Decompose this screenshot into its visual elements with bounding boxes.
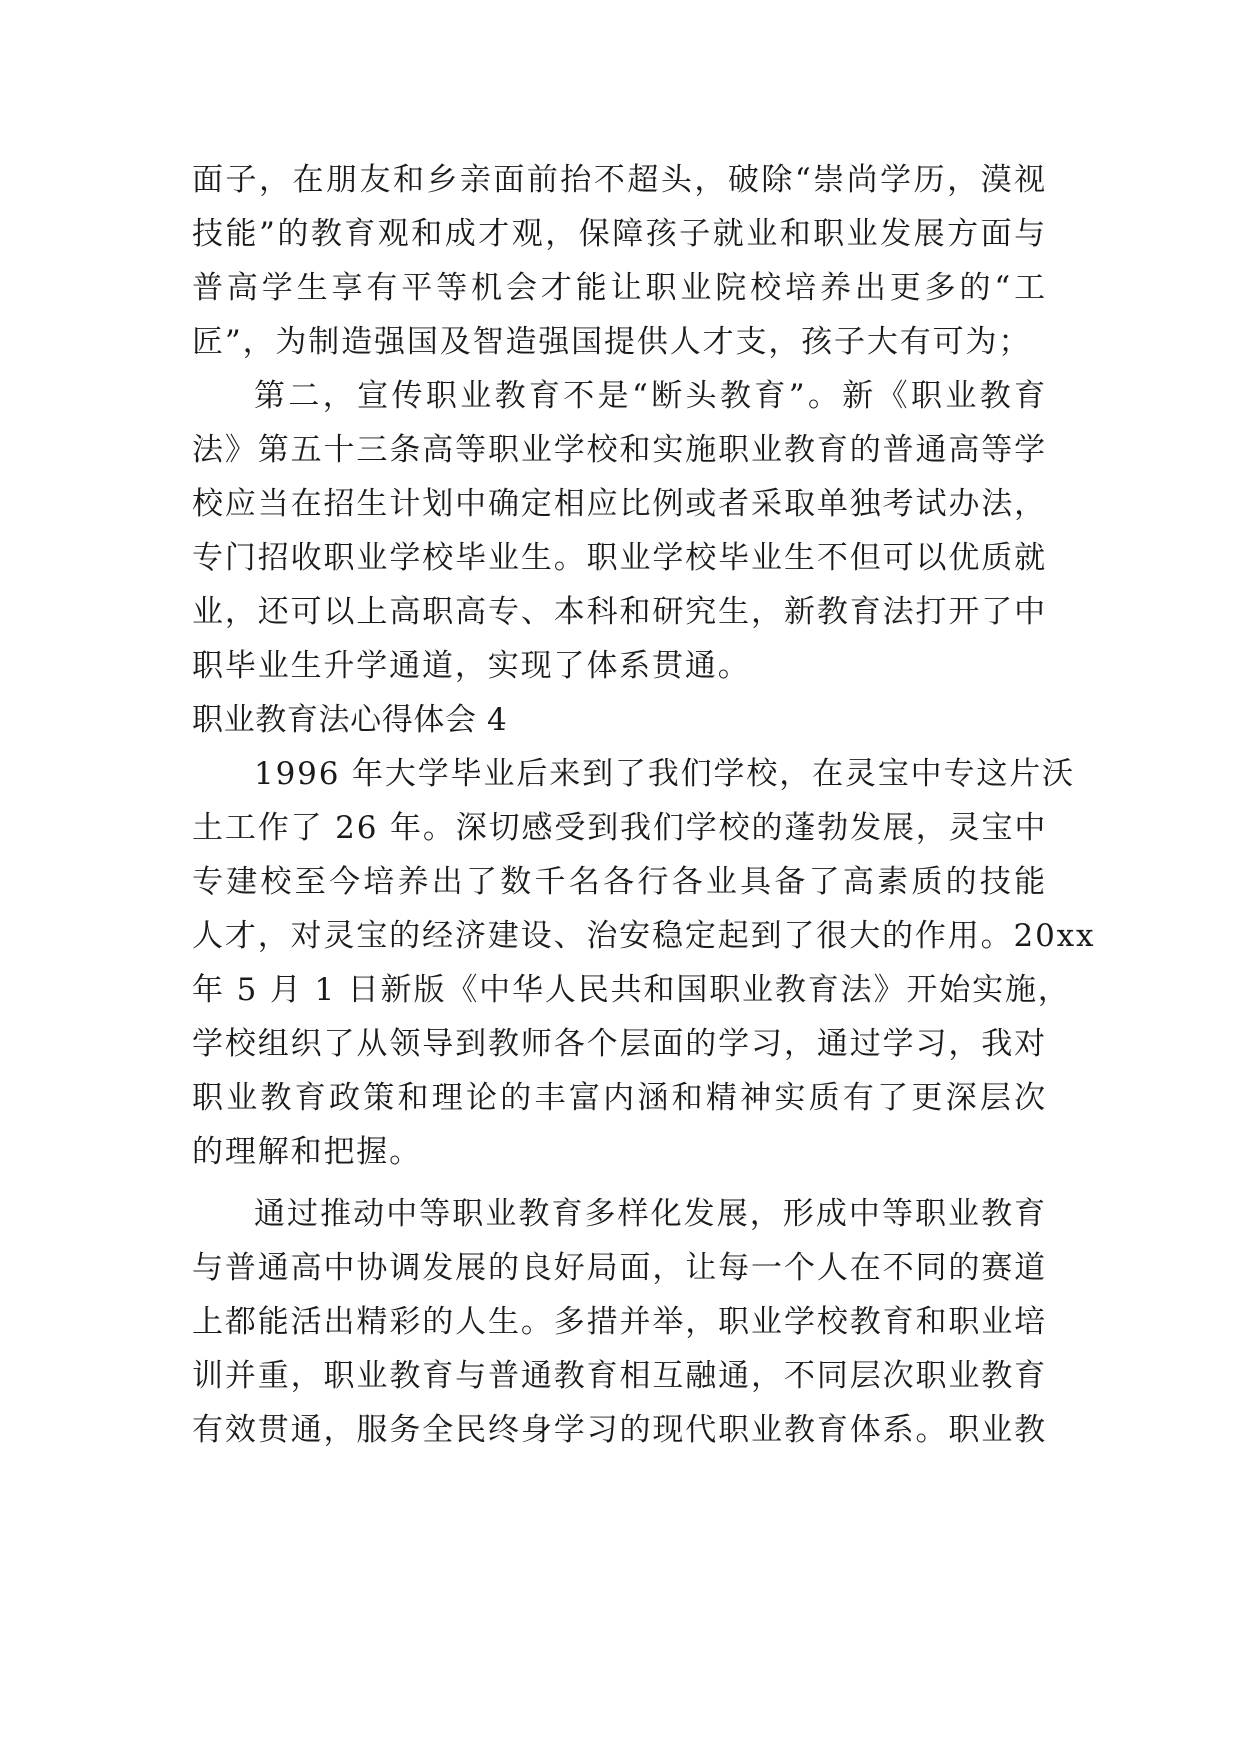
text-line: 专建校至今培养出了数千名各行各业具备了高素质的技能: [192, 864, 1047, 900]
paragraph-start-line: 通过推动中等职业教育多样化发展，形成中等职业教育: [254, 1196, 1047, 1232]
text-line: 与普通高中协调发展的良好局面，让每一个人在不同的赛道: [192, 1250, 1047, 1286]
text-line: 职业教育政策和理论的丰富内涵和精神实质有了更深层次: [192, 1080, 1047, 1116]
section-heading: 职业教育法心得体会 4: [192, 702, 508, 738]
text-line: 有效贯通，服务全民终身学习的现代职业教育体系。职业教: [192, 1412, 1047, 1448]
text-line: 匠”，为制造强国及智造强国提供人才支，孩子大有可为；: [192, 324, 1032, 360]
text-line: 校应当在招生计划中确定相应比例或者采取单独考试办法，: [192, 486, 1047, 522]
text-line: 上都能活出精彩的人生。多措并举，职业学校教育和职业培: [192, 1304, 1047, 1340]
text-line: 人才，对灵宝的经济建设、治安稳定起到了很大的作用。20xx: [192, 918, 1096, 954]
text-line: 面子，在朋友和乡亲面前抬不超头，破除“崇尚学历，漠视: [192, 162, 1047, 198]
paragraph-start-line: 1996 年大学毕业后来到了我们学校，在灵宝中专这片沃: [254, 756, 1075, 792]
paragraph-start-line: 第二，宣传职业教育不是“断头教育”。新《职业教育: [254, 378, 1047, 414]
text-line: 职毕业生升学通道，实现了体系贯通。: [192, 648, 751, 684]
text-line: 的理解和把握。: [192, 1134, 423, 1170]
text-line: 年 5 月 1 日新版《中华人民共和国职业教育法》开始实施，: [192, 972, 1071, 1008]
text-line: 训并重，职业教育与普通教育相互融通，不同层次职业教育: [192, 1358, 1047, 1394]
text-line: 技能”的教育观和成才观，保障孩子就业和职业发展方面与: [192, 216, 1047, 252]
text-line: 土工作了 26 年。深切感受到我们学校的蓬勃发展，灵宝中: [192, 810, 1048, 846]
text-line: 专门招收职业学校毕业生。职业学校毕业生不但可以优质就: [192, 540, 1047, 576]
text-line: 学校组织了从领导到教师各个层面的学习，通过学习，我对: [192, 1026, 1047, 1062]
text-line: 业，还可以上高职高专、本科和研究生，新教育法打开了中: [192, 594, 1047, 630]
text-line: 普高学生享有平等机会才能让职业院校培养出更多的“工: [192, 270, 1047, 306]
text-line: 法》第五十三条高等职业学校和实施职业教育的普通高等学: [192, 432, 1047, 468]
